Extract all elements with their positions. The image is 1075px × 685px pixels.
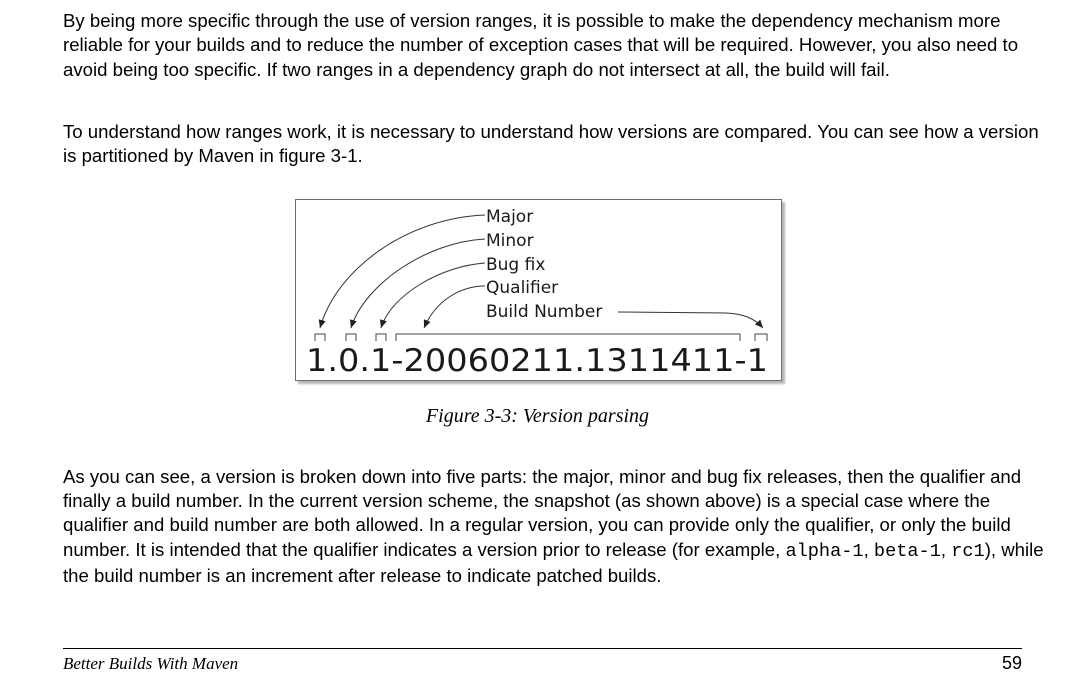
paragraph-text-a: As you can see, a version is broken down into five parts: the major, minor and bug fix releases, then the qualifier and finally a build number. In the current version scheme, the snapshot (as shown above) is a special case where the qualifier and build number are both allowed. In a regular version, you can provide only the qualifier, or only the build number. It is intended that the qualifier indicates a version prior to release (for example, [63, 466, 1022, 560]
label-major: Major [486, 207, 534, 227]
paragraph-version-parts [63, 465, 1048, 588]
separator-2: , [940, 538, 952, 560]
footer-divider [63, 648, 1022, 649]
label-minor: Minor [486, 231, 534, 251]
version-parsing-figure [295, 199, 782, 381]
version-string: 1.0.1-20060211.1311411-1 [306, 343, 768, 379]
separator-1: , [863, 538, 874, 560]
footer-book-title: Better Builds With Maven [63, 654, 239, 673]
paragraph-version-comparison: To understand how ranges work, it is necessary to understand how versions are compared. You can see how a version is partitioned by Maven in figure 3-1. [63, 121, 1039, 167]
code-alpha: alpha-1 [785, 540, 864, 562]
label-bug-fix: Bug fix [486, 255, 546, 275]
code-beta: beta-1 [873, 540, 941, 562]
label-build-number: Build Number [486, 302, 603, 322]
paragraph-text-b: ), while the build number is an increment after release to indicate patched builds. [63, 538, 1044, 586]
paragraph-version-ranges: By being more specific through the use of version ranges, it is possible to make the dependency mechanism more reliable for your builds and to reduce the number of exception cases that will be required. However, you also need to avoid being too specific. If two ranges in a dependency graph do not intersect at all, the build will fail. [63, 10, 1019, 80]
page-number: 59 [1001, 653, 1022, 673]
label-qualifier: Qualifier [486, 278, 559, 298]
code-rc: rc1 [951, 540, 985, 562]
figure-caption: Figure 3-3: Version parsing [425, 405, 650, 427]
part-brackets [315, 334, 767, 341]
